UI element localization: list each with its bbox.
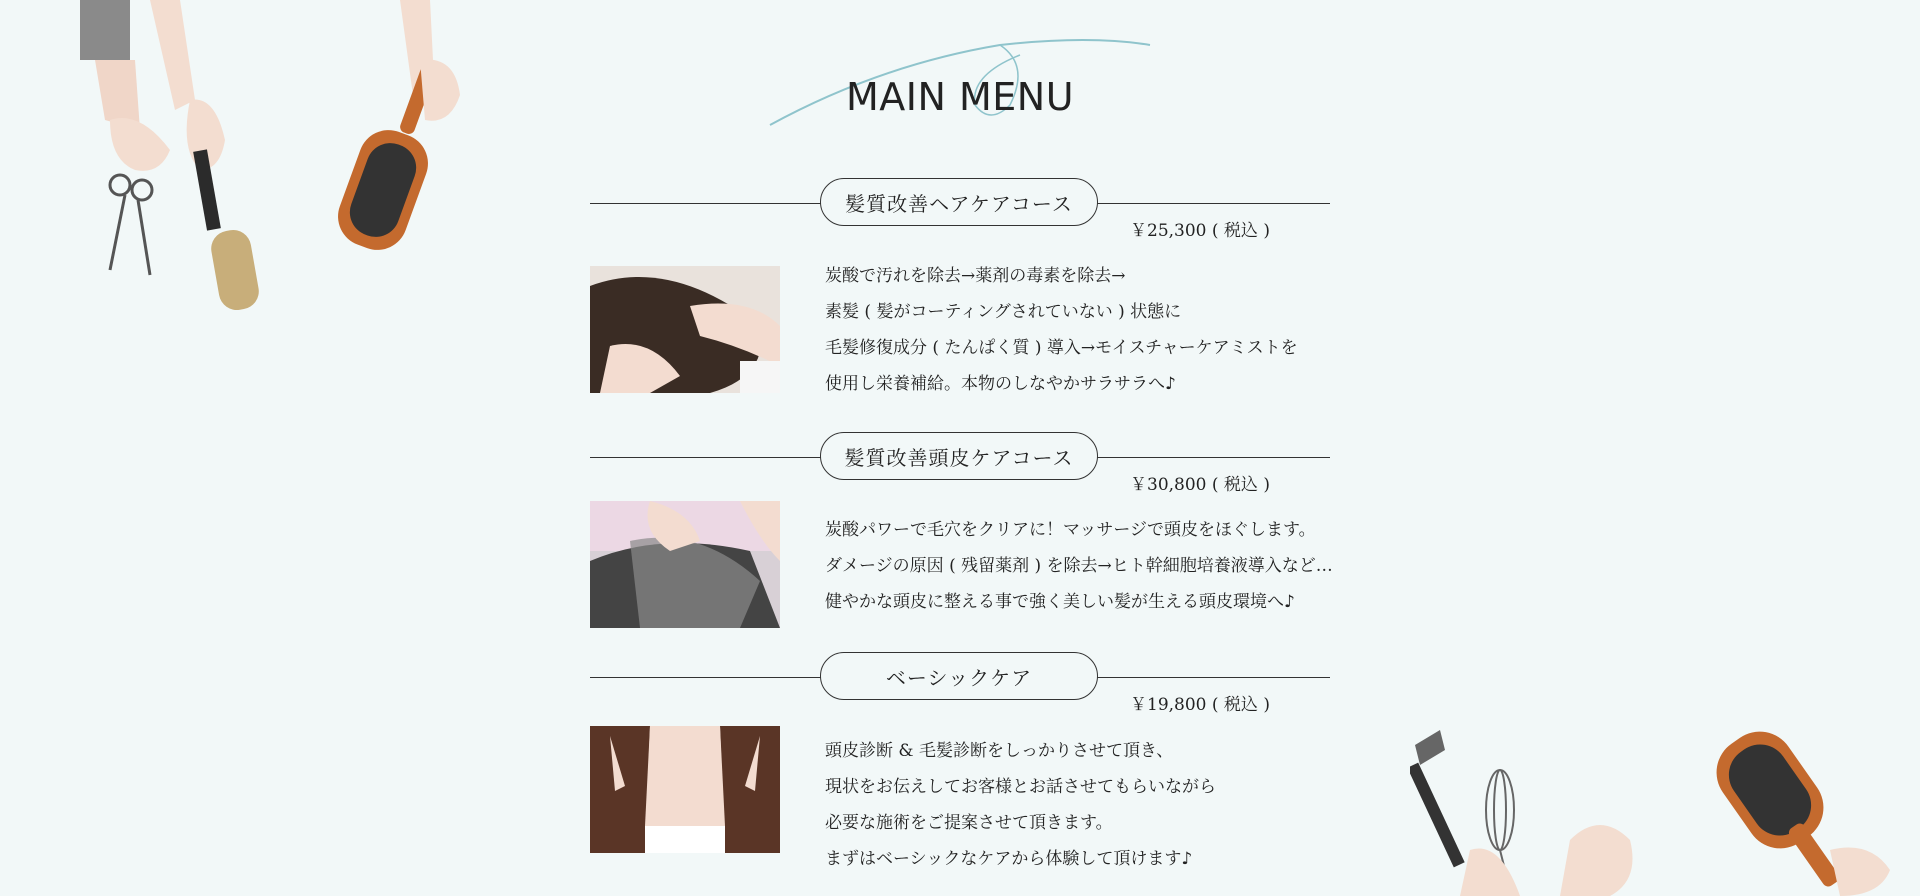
course-description bbox=[825, 512, 1333, 620]
course-price: ￥30,800 ( 税込 ) bbox=[1130, 475, 1270, 495]
long-hair-photo bbox=[590, 726, 780, 853]
course-header-hair-care bbox=[590, 178, 1330, 241]
course-name-badge: 髪質改善ヘアケアコース bbox=[820, 178, 1098, 226]
hands-with-brush-and-whisk-illustration bbox=[1410, 720, 1920, 896]
tint-brush-icon bbox=[1410, 730, 1465, 867]
scissors-icon bbox=[110, 175, 152, 275]
description-line: 炭酸で汚れを除去→薬剤の毒素を除去→ bbox=[825, 266, 1126, 286]
description-line: 炭酸パワーで毛穴をクリアに！マッサージで頭皮をほぐします。 bbox=[825, 520, 1316, 540]
scalp-spray-treatment-photo bbox=[590, 501, 780, 628]
course-name-badge: 髪質改善頭皮ケアコース bbox=[820, 432, 1098, 480]
course-description bbox=[825, 258, 1298, 402]
description-line: 健やかな頭皮に整える事で強く美しい髪が生える頭皮環境へ♪ bbox=[825, 592, 1295, 612]
course-name-badge: ベーシックケア bbox=[820, 652, 1098, 700]
description-line: 毛髪修復成分 ( たんぱく質 ) 導入→モイスチャーケアミストを bbox=[825, 338, 1298, 358]
description-line: まずはベーシックなケアから体験して頂けます♪ bbox=[825, 849, 1193, 869]
main-menu-heading-block bbox=[760, 25, 1160, 135]
hands-with-styling-tools-illustration bbox=[80, 0, 480, 320]
description-line: 頭皮診断 & 毛髪診断をしっかりさせて頂き、 bbox=[825, 741, 1174, 761]
course-price: ￥19,800 ( 税込 ) bbox=[1130, 695, 1270, 715]
scalp-massage-photo bbox=[590, 266, 780, 393]
course-header-basic-care bbox=[590, 652, 1330, 715]
paddle-brush-icon bbox=[1703, 720, 1842, 889]
description-line: 素髪 ( 髪がコーティングされていない ) 状態に bbox=[825, 302, 1182, 322]
course-description bbox=[825, 733, 1216, 877]
page-title: MAIN MENU bbox=[845, 75, 1075, 119]
course-header-scalp-care bbox=[590, 432, 1330, 495]
description-line: 使用し栄養補給。本物のしなやかサラサラへ♪ bbox=[825, 374, 1176, 394]
description-line: ダメージの原因 ( 残留薬剤 ) を除去→ヒト幹細胞培養液導入など… bbox=[825, 556, 1333, 576]
description-line: 必要な施術をご提案させて頂きます。 bbox=[825, 813, 1113, 833]
description-line: 現状をお伝えしてお客様とお話させてもらいながら bbox=[825, 777, 1216, 797]
course-price: ￥25,300 ( 税込 ) bbox=[1130, 221, 1270, 241]
